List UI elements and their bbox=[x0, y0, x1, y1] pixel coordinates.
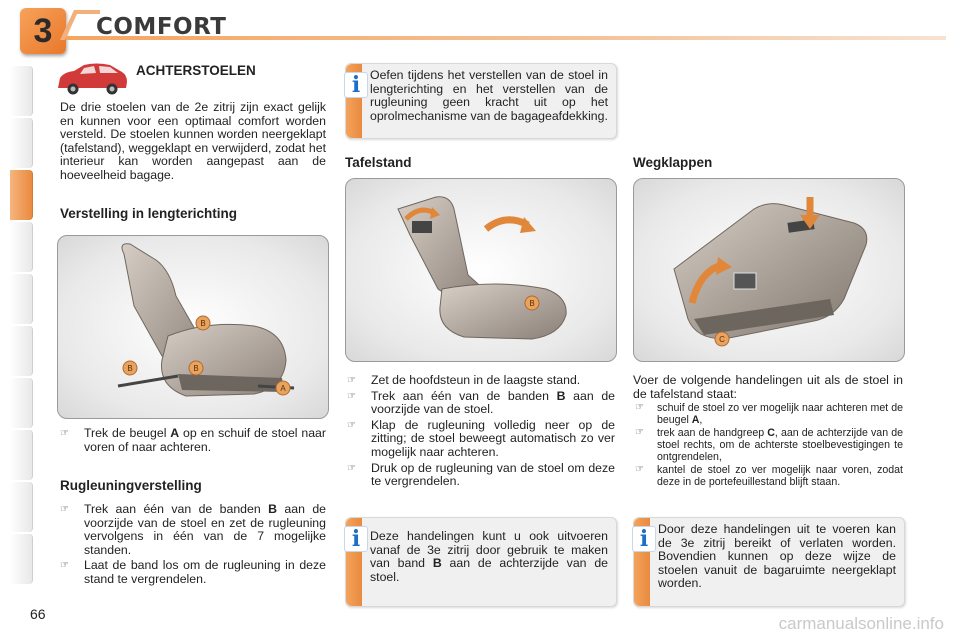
wegklappen-bullet-list bbox=[633, 402, 903, 489]
side-tab-5[interactable] bbox=[10, 274, 33, 324]
info-box-right bbox=[633, 517, 905, 607]
label-b-left: B bbox=[127, 364, 133, 373]
label-b: B bbox=[529, 299, 535, 308]
side-tab-6[interactable] bbox=[10, 326, 33, 376]
car-silhouette-icon bbox=[54, 62, 130, 96]
side-tab-9[interactable] bbox=[10, 482, 33, 532]
side-tab-4[interactable] bbox=[10, 222, 33, 272]
hand-pointer-icon: ☞ bbox=[635, 402, 644, 413]
info-box-top bbox=[345, 63, 617, 139]
seat-table-position-illustration bbox=[345, 178, 617, 362]
hand-pointer-icon: ☞ bbox=[60, 504, 69, 515]
subheading-wegklappen: Wegklappen bbox=[633, 155, 713, 170]
list-item: ☞ Zet de hoofdsteun in de laagste stand. bbox=[347, 373, 581, 387]
label-a: A bbox=[280, 384, 286, 393]
subheading-rugleuning: Rugleuningverstelling bbox=[60, 478, 202, 493]
chapter-title: COMFORT bbox=[96, 14, 227, 40]
seat-fold-away-illustration bbox=[633, 178, 905, 362]
hand-pointer-icon: ☞ bbox=[60, 428, 69, 439]
subheading-lengte: Verstelling in lengterichting bbox=[60, 206, 238, 221]
label-c: C bbox=[719, 335, 725, 344]
side-tab-2[interactable] bbox=[10, 118, 33, 168]
subheading-tafelstand: Tafelstand bbox=[345, 155, 412, 170]
hand-pointer-icon: ☞ bbox=[60, 560, 69, 572]
hand-pointer-icon: ☞ bbox=[347, 375, 356, 386]
side-tab-8[interactable] bbox=[10, 430, 33, 480]
label-b-top: B bbox=[200, 319, 206, 328]
rugleuning-bullet-list bbox=[58, 503, 326, 589]
side-tab-1[interactable] bbox=[10, 66, 33, 116]
list-item: ☞ Trek de beugel A op en schuif de stoel naar voren of naar achteren. bbox=[60, 426, 326, 454]
list-item: ☞ kantel de stoel zo ver mogelijk naar voren, zodat deze in de portefeuillestand blijft staan. bbox=[635, 464, 903, 488]
info-icon: i bbox=[344, 72, 368, 98]
wegklappen-intro: Voer de volgende handelingen uit als de stoel in de tafelstand staat: bbox=[633, 373, 903, 401]
list-item: ☞ Trek aan één van de banden B aan de voorzijde van de stoel. bbox=[347, 388, 615, 417]
side-tab-10[interactable] bbox=[10, 534, 33, 584]
seat-lengthwise-illustration bbox=[57, 235, 329, 419]
info-icon: i bbox=[344, 526, 368, 552]
watermark: carmanualsonline.info bbox=[778, 614, 944, 633]
list-item: ☞ Laat de band los om de rugleuning in deze stand te vergrendelen. bbox=[60, 558, 326, 586]
info-box-middle bbox=[345, 517, 617, 607]
intro-paragraph: De drie stoelen van de 2e zitrij zijn exact gelijk en kunnen voor een optimaal comfort worden versteld. De stoelen kunnen worden neergeklapt (tafelstand), weggeklapt en verwijderd, zodat het interieur kan worden aangepast aan de hoeveelheid bagage. bbox=[60, 100, 326, 182]
list-item: ☞ trek aan de handgreep C, aan de achterzijde van de stoel rechts, om de achterste stoelbevestigingen te ontgrendelen, bbox=[635, 427, 903, 463]
side-tab-7[interactable] bbox=[10, 378, 33, 428]
page-number: 66 bbox=[30, 606, 46, 622]
hand-pointer-icon: ☞ bbox=[635, 427, 644, 438]
list-item: ☞ Klap de rugleuning volledig neer op de zitting; de stoel beweegt automatisch zo ver mogelijk naar achteren. bbox=[347, 417, 615, 459]
info-text: Door deze handelingen uit te voeren kan de 3e zitrij bereikt of verlaten worden. Bovendien kunnen op deze wijze de stoelen vanuit de bagaruimte neergeklapt worden. bbox=[658, 522, 896, 591]
info-text: Deze handelingen kunt u ook uitvoeren vanaf de 3e zitrij door gebruik te maken van band B aan de achterzijde van de stoel. bbox=[370, 529, 608, 584]
label-b-mid: B bbox=[193, 364, 199, 373]
info-text: Oefen tijdens het verstellen van de stoel in lengterichting en het verstellen van de rugleuning geen kracht uit op het oprolmechanisme van de bagageafdekking. bbox=[370, 68, 608, 123]
hand-pointer-icon: ☞ bbox=[635, 464, 644, 475]
info-icon: i bbox=[632, 526, 656, 552]
side-tab-3-active[interactable] bbox=[10, 170, 33, 220]
hand-pointer-icon: ☞ bbox=[347, 390, 356, 402]
chapter-badge: 3 bbox=[20, 8, 66, 54]
list-item: ☞ schuif de stoel zo ver mogelijk naar achteren met de beugel A, bbox=[635, 402, 903, 426]
hand-pointer-icon: ☞ bbox=[347, 462, 356, 474]
list-item: ☞ Druk op de rugleuning van de stoel om deze te vergrendelen. bbox=[347, 460, 615, 489]
section-heading-achterstoelen: ACHTERSTOELEN bbox=[136, 63, 256, 78]
tafelstand-bullet-list bbox=[345, 374, 615, 491]
hand-pointer-icon: ☞ bbox=[347, 419, 356, 431]
lengte-bullet-list bbox=[58, 427, 326, 456]
list-item: ☞ Trek aan één van de banden B aan de voorzijde van de stoel en zet de rugleuning vervolgens in één van de 7 mogelijke standen. bbox=[60, 502, 326, 557]
